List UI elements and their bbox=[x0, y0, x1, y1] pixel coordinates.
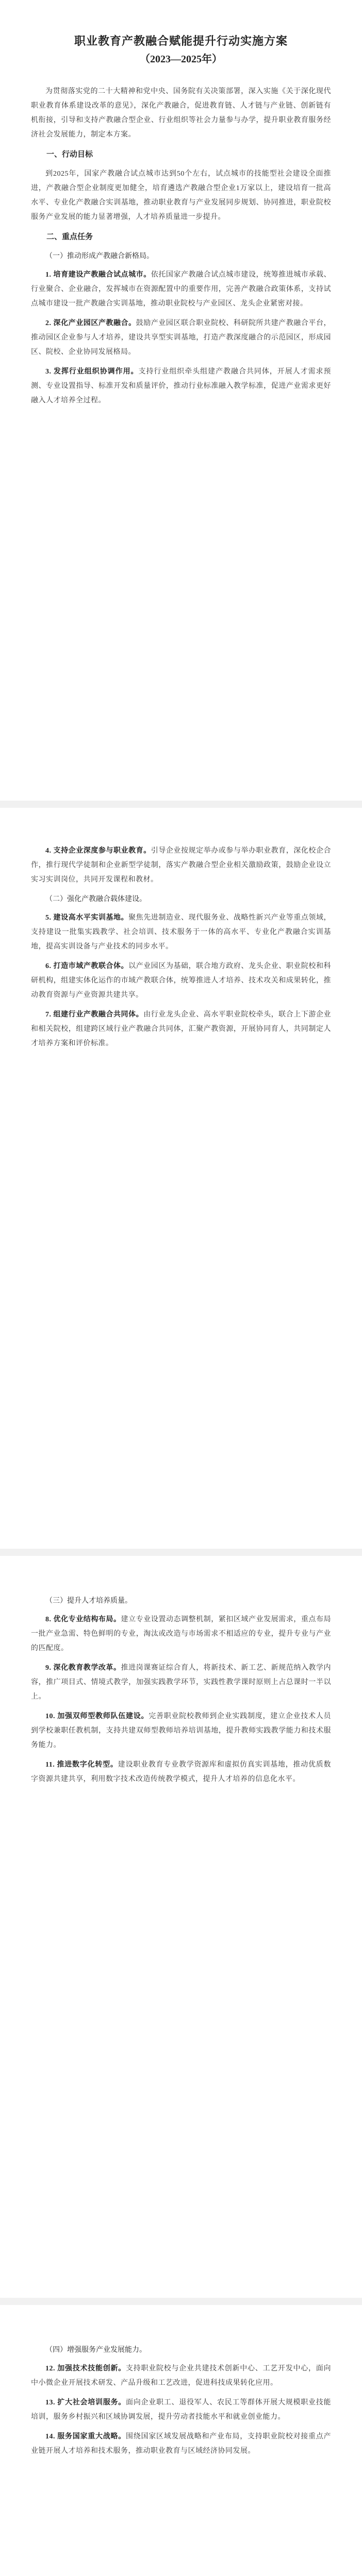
document-page-3 bbox=[0, 1556, 362, 2298]
task-paragraph bbox=[31, 316, 331, 360]
task-text: 建设职业教育专业教学资源库和虚拟仿真实训基地，推动优质数字资源共建共享，利用数字技术改造传统教学模式，提升人才培养的信息化水平。 bbox=[31, 1761, 331, 1783]
task-paragraph bbox=[31, 2362, 331, 2391]
task-paragraph bbox=[31, 365, 331, 408]
task-text: 支持职业院校与企业共建技术创新中心、工艺开发中心，面向中小微企业开展技术研发、产品升级和工艺改进，促进科技成果转化应用。 bbox=[31, 2365, 331, 2387]
task-paragraph bbox=[31, 1008, 331, 1051]
document-title: 职业教育产教融合赋能提升行动实施方案 bbox=[74, 35, 288, 47]
task-text: 面向企业职工、退役军人、农民工等群体开展大规模职业技能培训，服务乡村振兴和区域协调发展，提升劳动者技能水平和就业创业能力。 bbox=[31, 2399, 331, 2421]
task-lead: 2. 深化产业园区产教融合。 bbox=[45, 319, 136, 327]
task-paragraph bbox=[31, 1709, 331, 1753]
task-text: 依托国家产教融合试点城市建设，统筹推进城市承载、行业聚合、企业融合，发挥城市在资源配置中的重要作用，完善产教融合政策体系，支持试点城市建设一批产教融合实训基地，推动职业院校与产业园区、龙头企业紧密对接。 bbox=[31, 271, 332, 308]
task-paragraph bbox=[31, 959, 331, 1003]
task-paragraph bbox=[31, 268, 331, 311]
task-text: 推进岗课赛证综合育人，将新技术、新工艺、新规范纳入教学内容，推广项目式、情境式教学，加强实践教学环节，实践性教学课时原则上占总课时一半以上。 bbox=[31, 1664, 332, 1701]
task-lead: 9. 深化教育教学改革。 bbox=[45, 1664, 121, 1672]
task-paragraph bbox=[31, 2430, 331, 2459]
task-lead: 13. 扩大社会培训服务。 bbox=[45, 2399, 126, 2406]
task-lead: 4. 支持企业深度参与职业教育。 bbox=[45, 847, 151, 855]
task-lead: 11. 推进数字化转型。 bbox=[45, 1761, 118, 1769]
task-lead: 8. 优化专业结构布局。 bbox=[45, 1616, 121, 1623]
document-page-4 bbox=[0, 2305, 362, 2576]
task-paragraph bbox=[31, 1613, 331, 1656]
intro-paragraph: 为贯彻落实党的二十大精神和党中央、国务院有关决策部署，深入实施《关于深化现代职业教育体系建设改革的意见》，深化产教融合，促进教育链、人才链与产业链、创新链有机衔接，引导和支持产教融合型企业、行业组织等社会力量参与办学，提升职业教育服务经济社会发展能力，制定本方案。 bbox=[31, 88, 331, 139]
page-separator bbox=[0, 801, 362, 808]
document-page-2 bbox=[0, 808, 362, 1549]
task-lead: 3. 发挥行业组织协调作用。 bbox=[45, 368, 139, 376]
task-text: 围绕国家区域发展战略和产业布局，支持职业院校对接重点产业链开展人才培养和技术服务，推动职业教育与区域经济协同发展。 bbox=[31, 2433, 331, 2455]
task-text: 以产业园区为基础，联合地方政府、龙头企业、职业院校和科研机构，组建实体化运作的市域产教联合体，统筹推进人才培养、技术攻关和成果转化，推动教育资源与产业资源共建共享。 bbox=[31, 962, 332, 999]
task-paragraph bbox=[31, 911, 331, 954]
task-text: 聚焦先进制造业、现代服务业、战略性新兴产业等重点领域，支持建设一批集实践教学、社会培训、技术服务于一体的高水平、专业化产教融合实训基地，提高实训设备与产业技术的同步水平。 bbox=[31, 914, 332, 951]
task-lead: 12. 加强技术技能创新。 bbox=[45, 2365, 126, 2372]
task-paragraph bbox=[31, 2396, 331, 2425]
task-lead: 1. 培育建设产教融合试点城市。 bbox=[45, 271, 151, 279]
task-lead: 10. 加强双师型教师队伍建设。 bbox=[45, 1713, 149, 1720]
task-text: 引导企业按规定举办或参与举办职业教育，深化校企合作，推行现代学徒制和企业新型学徒制，落实产教融合型企业相关激励政策，鼓励企业设立实习实训岗位，共同开发课程和教材。 bbox=[31, 847, 332, 884]
task-text: 建立专业设置动态调整机制，紧扣区域产业发展需求，重点布局一批产业急需、特色鲜明的专业，淘汰或改造与市场需求不相适应的专业，提升专业与产业的匹配度。 bbox=[31, 1616, 332, 1652]
subsection-heading: （一）推动形成产教融合新格局。 bbox=[45, 252, 154, 260]
page-separator bbox=[0, 2298, 362, 2305]
task-lead: 7. 组建行业产教融合共同体。 bbox=[45, 1011, 144, 1019]
task-paragraph bbox=[31, 1758, 331, 1787]
section-heading: 一、行动目标 bbox=[46, 150, 93, 159]
task-lead: 14. 服务国家重大战略。 bbox=[45, 2433, 126, 2441]
goal-paragraph: 到2025年，国家产教融合试点城市达到50个左右，试点城市的技能型社会建设全面推进，产教融合型企业制度更加健全，培育遴选产教融合型企业1万家以上，建设培育一批高水平、专业化产教融合实训基地，推动职业教育与产业发展同步规划、协同推进，职业院校服务产业发展的能力显著增强，人才培养质量进一步提升。 bbox=[31, 170, 331, 221]
task-paragraph bbox=[31, 1661, 331, 1704]
task-paragraph bbox=[31, 844, 331, 887]
task-text: 由行业龙头企业、高水平职业院校牵头，联合上下游企业和相关院校，组建跨区域行业产教融合共同体，汇聚产教资源，开展协同育人，共同制定人才培养方案和评价标准。 bbox=[31, 1011, 331, 1047]
task-text: 支持行业组织牵头组建产教融合共同体，开展人才需求预测、专业设置指导、标准开发和质量评价，推动行业标准融入教学标准，促进产业需求更好融入人才培养全过程。 bbox=[31, 368, 331, 404]
document-page-1 bbox=[0, 7, 362, 801]
subsection-heading: （二）强化产教融合载体建设。 bbox=[45, 895, 146, 903]
task-text: 完善职业院校教师到企业实践制度，建立企业技术人员到学校兼职任教机制，支持共建双师型教师培养培训基地，提升教师实践教学能力和技术服务能力。 bbox=[31, 1713, 331, 1749]
page-separator bbox=[0, 1549, 362, 1556]
subsection-heading: （四）增强服务产业发展能力。 bbox=[45, 2346, 146, 2354]
section-heading: 二、重点任务 bbox=[46, 232, 93, 241]
task-lead: 6. 打造市域产教联合体。 bbox=[45, 962, 129, 970]
subsection-heading: （三）提升人才培养质量。 bbox=[45, 1597, 132, 1605]
document-subtitle: （2023—2025年） bbox=[140, 54, 222, 65]
task-text: 鼓励产业园区联合职业院校、科研院所共建产教融合平台，推动园区企业参与人才培养，建设共享型实训基地，打造产教深度融合的示范园区，形成园区、院校、企业协同发展格局。 bbox=[31, 319, 332, 356]
task-lead: 5. 建设高水平实训基地。 bbox=[45, 914, 129, 922]
